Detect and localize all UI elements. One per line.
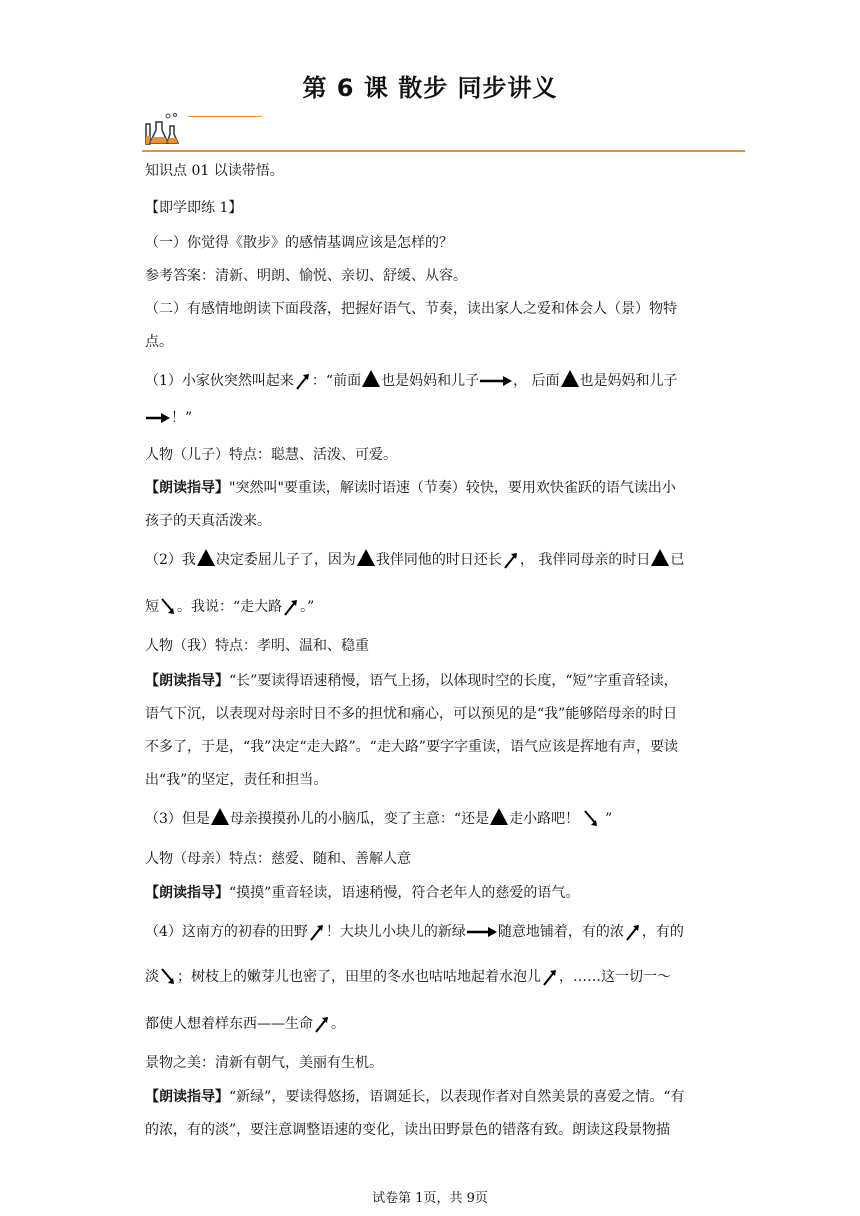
arrow-up-right-icon [282, 597, 300, 617]
triangle-stress-icon [197, 549, 215, 566]
arrow-up-right-icon [308, 922, 326, 942]
page-footer: 试卷第 1页，共 9页 [372, 1191, 488, 1206]
arrow-down-right-icon [579, 809, 605, 829]
arrow-down-right-icon [159, 597, 177, 617]
character-son: 人物（儿子）特点：聪慧、活泼、可爱。 [145, 447, 397, 463]
arrow-right-icon [479, 374, 513, 388]
guide-2-line3: 不多了，于是，“我”决定“走大路”。“走大路”要字字重读，语气应该是挥地有声，要读 [145, 739, 678, 755]
guide-2-line4: 出“我”的坚定，责任和担当。 [145, 772, 328, 788]
passage-4-line2: 淡 ；树枝上的嫩芽儿也密了，田里的冬水也咕咕地起着水泡儿 ，……这一切一～ [145, 969, 671, 985]
guide-1-line2: 孩子的天真活泼来。 [145, 513, 271, 529]
passage-2-line1: （2）我 决定委屈儿子了，因为 我伴同他的时日还长 ， 我伴同母亲的时日 已 [145, 550, 684, 570]
arrow-up-right-icon [313, 1014, 331, 1034]
page-title: 第 6 课 散步 同步讲义 [302, 74, 558, 102]
guide-4-line1: 【朗读指导】“新绿”，要读得悠扬，语调延长，以表现作者对自然美景的喜爱之情。“有 [145, 1089, 685, 1105]
section-heading: 知识点 01 以读带悟。 [145, 163, 284, 179]
arrow-down-right-icon [159, 967, 177, 987]
guide-4-line2: 的浓，有的淡”，要注意调整语速的变化，读出田野景色的错落有致。朗读这段景物描 [145, 1122, 671, 1138]
guide-1-line1: 【朗读指导】"突然叫"要重读，解读时语速（节奏）较快，要用欢快雀跃的语气读出小 [145, 480, 676, 496]
triangle-stress-icon [561, 370, 579, 387]
guide-2-line2: 语气下沉，以表现对母亲时日不多的担忧和痛心，可以预见的是“我”能够陪母亲的时日 [145, 706, 678, 722]
triangle-stress-icon [490, 808, 508, 825]
header-divider [142, 150, 745, 152]
character-mother: 人物（母亲）特点：慈爱、随和、善解人意 [145, 851, 411, 867]
triangle-stress-icon [362, 370, 380, 387]
triangle-stress-icon [357, 549, 375, 566]
triangle-stress-icon [651, 549, 669, 566]
triangle-stress-icon [211, 808, 229, 825]
guide-3: 【朗读指导】“摸摸”重音轻读，语速稍慢，符合老年人的慈爱的语气。 [145, 885, 580, 901]
question-2-line1: （二）有感情地朗读下面段落，把握好语气、节奏，读出家人之爱和体会人（景）物特 [145, 301, 677, 317]
arrow-right-icon [466, 925, 498, 939]
header-deco-line [188, 116, 262, 117]
passage-1-line1: （1）小家伙突然叫起来 ：“前面 也是妈妈和儿子 ， 后面 也是妈妈和儿子 [145, 371, 678, 391]
practice-label: 【即学即练 1】 [145, 200, 243, 216]
arrow-up-right-icon [502, 550, 520, 570]
passage-1-line2: ！” [145, 408, 192, 428]
arrow-right-icon [145, 411, 171, 425]
arrow-up-right-icon [624, 922, 642, 942]
passage-3: （3）但是 母亲摸摸孙儿的小脑瓜，变了主意：“还是 走小路吧！ ” [145, 809, 612, 829]
question-2-line2: 点。 [145, 334, 173, 350]
arrow-up-right-icon [294, 371, 312, 391]
passage-2-line2: 短 。我说：“走大路 。” [145, 599, 315, 615]
answer-1: 参考答案：清新、明朗、愉悦、亲切、舒缓、从容。 [145, 268, 467, 284]
lab-flask-icon [142, 110, 182, 150]
guide-2-line1: 【朗读指导】“长”要读得语速稍慢，语气上扬，以体现时空的长度，“短”字重音轻读， [145, 673, 678, 689]
character-me: 人物（我）特点：孝明、温和、稳重 [145, 638, 369, 654]
arrow-up-right-icon [541, 967, 559, 987]
passage-4-line3: 都使人想着样东西——生命 。 [145, 1016, 345, 1032]
question-1: （一）你觉得《散步》的感情基调应该是怎样的？ [145, 235, 453, 251]
passage-4-line1: （4）这南方的初春的田野 ！大块儿小块儿的新绿 随意地铺着，有的浓 ，有的 [145, 924, 684, 940]
scene-beauty: 景物之美：清新有朝气，美丽有生机。 [145, 1055, 383, 1071]
